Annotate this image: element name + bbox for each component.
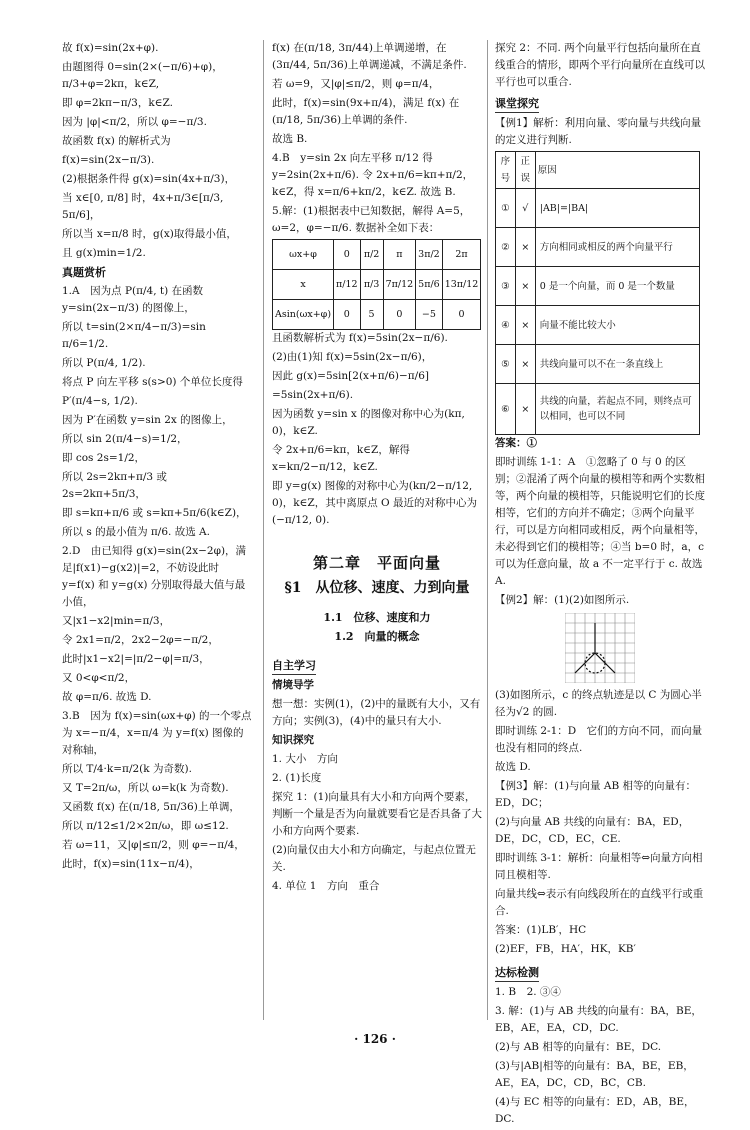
text-line: 探究 1：(1)向量具有大小和方向两个要素，判断一个量是否为向量就要看它是否具备了大小和方向两个要素.: [272, 791, 482, 837]
table-cell: 5: [360, 300, 383, 330]
text-line: 知识探究: [272, 734, 314, 746]
table-cell: ②: [496, 228, 516, 267]
text-line: (2)向量仅由大小和方向确定，与起点位置无关.: [272, 844, 476, 873]
text-line: 3. 解：(1)与 AB 共线的向量有：BA，BE，EB，AE，EA，CD，DC.: [495, 1005, 702, 1034]
column-divider: [487, 40, 488, 1020]
subsection-heading: 1.1 位移、速度和力: [323, 611, 431, 624]
table-row: [496, 152, 700, 189]
text-line: 所以 2s=2kπ+π/3 或 2s=2kπ+5π/3，: [62, 471, 167, 500]
section-heading: §1 从位移、速度、力到向量: [284, 580, 470, 596]
text-line: (4)与 EC 相等的向量有：ED，AB，BE，DC.: [495, 1096, 695, 1125]
table-cell: Asin(ωx+φ): [273, 300, 334, 330]
text-line: 5.解：(1)根据表中已知数据，解得 A=5，ω=2，φ=−π/6. 数据补全如下表：: [272, 205, 471, 234]
table-cell: 共线向量可以不在一条直线上: [535, 345, 699, 384]
text-line: =5sin(2x+π/6).: [272, 389, 354, 401]
text-line: f(x)=sin(2x−π/3).: [62, 154, 155, 166]
table-cell: x: [273, 270, 334, 300]
table-cell: √: [515, 189, 535, 228]
judgement-table: [495, 151, 700, 435]
table-cell: 向量不能比较大小: [535, 306, 699, 345]
text-line: 3.B 因为 f(x)=sin(ωx+φ) 的一个零点为 x=−π/4，x=π/4 为 y=f(x) 图像的对称轴，: [62, 710, 252, 756]
text-line: 因为 |φ|<π/2，所以 φ=−π/3.: [62, 116, 207, 128]
table-cell: ×: [515, 306, 535, 345]
text-line: 故选 B.: [272, 133, 308, 145]
table-cell: ×: [515, 267, 535, 306]
table-cell: 5π/6: [416, 270, 443, 300]
table-row: [496, 228, 700, 267]
text-line: f(x) 在(π/18, 3π/44)上单调递增，在(3π/44, 5π/36)上单调递减，不满足条件.: [272, 42, 467, 71]
table-cell: ⑤: [496, 345, 516, 384]
text-line: 【例2】解：(1)(2)如图所示.: [495, 594, 630, 606]
text-line: 将点 P 向左平移 s(s>0) 个单位长度得: [62, 376, 243, 388]
table-cell: ×: [515, 228, 535, 267]
text-line: 且 g(x)min=1/2.: [62, 247, 146, 259]
text-line: 因为 P′在函数 y=sin 2x 的图像上，: [62, 414, 233, 426]
text-line: P′(π/4−s, 1/2).: [62, 395, 138, 407]
column-divider: [263, 40, 264, 1020]
table-cell: ωx+φ: [273, 240, 334, 270]
text-line: 【例3】解：(1)与向量 AB 相等的向量有：ED，DC；: [495, 780, 697, 809]
text-line: 即 φ=2kπ−π/3，k∈Z.: [62, 97, 173, 109]
text-line: 又|x1−x2|min=π/3，: [62, 615, 171, 627]
table-header-cell: 原因: [535, 152, 699, 189]
table-cell: 13π/12: [442, 270, 481, 300]
text-line: 4. 单位 1 方向 重合: [272, 880, 380, 892]
table-cell: ×: [515, 384, 535, 435]
table-cell: ①: [496, 189, 516, 228]
text-line: 令 2x1=π/2，2x2−2φ=−π/2，: [62, 634, 219, 646]
text-line: 答案：(1)LB′，HC: [495, 924, 587, 936]
text-line: 若 ω=11，又|φ|≤π/2，则 φ=−π/4，: [62, 839, 245, 851]
text-line: 又 0<φ<π/2，: [62, 672, 136, 684]
text-line: 想一想：实例(1)，(2)中的量既有大小，又有方向；实例(3)，(4)中的量只有大小.: [272, 698, 481, 727]
table-cell: ×: [515, 345, 535, 384]
table-cell: −5: [416, 300, 443, 330]
table-header-cell: 正误: [515, 152, 535, 189]
text-line: (2)与 AB 相等的向量有：BE，DC.: [495, 1041, 662, 1053]
table-cell: ⑥: [496, 384, 516, 435]
text-line: (3)如图所示，c 的终点轨迹是以 C 为圆心半径为√2 的圆.: [495, 689, 702, 718]
section-title: 真题赏析: [62, 266, 106, 279]
column-1: [62, 40, 252, 875]
text-line: 故 φ=π/6. 故选 D.: [62, 691, 152, 703]
text-line: 2. (1)长度: [272, 772, 322, 784]
column-3: [495, 40, 705, 1130]
text-line: 且函数解析式为 f(x)=5sin(2x−π/6).: [272, 332, 448, 344]
table-row: [496, 189, 700, 228]
text-line: (2)根据条件得 g(x)=sin(4x+π/3)，: [62, 173, 236, 185]
text-line: 所以当 x=π/8 时，g(x)取得最小值，: [62, 228, 237, 240]
table-cell: 共线的向量，若起点不同，则终点可以相同，也可以不同: [535, 384, 699, 435]
text-line: 所以 P(π/4, 1/2).: [62, 357, 146, 369]
text-line: 即时训练 1-1：A ①忽略了 0 与 0 的区别；②混淆了两个向量的模相等和两个实数相等，两个向量的模相等，只能说明它们的长度相等，它们的方向并不确定；③两个向量平行，可以是方向相同或相反，两个向量相等，未必得到它们的模相等；④当 b=0 时，a，c 可以为任意向量，故 a 不一定平行于 c. 故选 A.: [495, 456, 705, 587]
text-line: 若 ω=9，又|φ|≤π/2，则 φ=π/4，: [272, 78, 440, 90]
table-cell: |AB|=|BA|: [535, 189, 699, 228]
table-cell: 0 是一个向量，而 0 是一个数量: [535, 267, 699, 306]
table-row: [273, 270, 481, 300]
text-line: 探究 2：不同. 两个向量平行包括向量所在直线重合的情形，即两个平行向量所在直线可以平行也可以重合.: [495, 42, 705, 88]
text-line: 所以 π/12≤1/2×2π/ω，即 ω≤12.: [62, 820, 229, 832]
table-header-cell: 序号: [496, 152, 516, 189]
table-cell: 0: [442, 300, 481, 330]
table-cell: ④: [496, 306, 516, 345]
text-line: 向量共线⇔表示有向线段所在的直线平行或重合.: [495, 888, 704, 917]
table-row: [496, 345, 700, 384]
table-cell: 3π/2: [416, 240, 443, 270]
text-line: 1.A 因为点 P(π/4, t) 在函数 y=sin(2x−π/3) 的图像上，: [62, 285, 204, 314]
table-cell: ③: [496, 267, 516, 306]
text-line: 情境导学: [272, 679, 314, 691]
text-line: 即 cos 2s=1/2，: [62, 452, 146, 464]
table-cell: 0: [334, 300, 361, 330]
text-line: 此时，f(x)=sin(9x+π/4)，满足 f(x) 在(π/18, 5π/36)上单调的条件.: [272, 97, 460, 126]
table-cell: π/12: [334, 270, 361, 300]
text-line: 所以 s 的最小值为 π/6. 故选 A.: [62, 526, 210, 538]
table-row: [496, 384, 700, 435]
column-2: [272, 40, 482, 897]
table-cell: π/3: [360, 270, 383, 300]
text-line: 即时训练 3-1：解析：向量相等⇔向量方向相同且模相等.: [495, 852, 703, 881]
table-cell: 0: [383, 300, 416, 330]
text-line: 2.D 由已知得 g(x)=sin(2x−2φ)，满足|f(x1)−g(x2)|=2，不妨设此时 y=f(x) 和 y=g(x) 分别取得最大值与最小值，: [62, 545, 247, 608]
text-line: 即时训练 2-1：D 它们的方向不同，而向量也没有相同的终点.: [495, 725, 703, 754]
check-header: 达标检测: [495, 964, 539, 982]
text-line: 故 f(x)=sin(2x+φ).: [62, 42, 159, 54]
text-line: 由题图得 0=sin(2×(−π/6)+φ)，π/3+φ=2kπ，k∈Z,: [62, 61, 223, 90]
text-line: 1. 大小 方向: [272, 753, 338, 765]
text-line: 令 2x+π/6=kπ，k∈Z，解得 x=kπ/2−π/12，k∈Z.: [272, 444, 410, 473]
answer-line: 答案：①: [495, 437, 537, 449]
text-line: (2)与向量 AB 共线的向量有：BA，ED，DE，DC，CD，EC，CE.: [495, 816, 690, 845]
text-line: 所以 T/4·k=π/2(k 为奇数).: [62, 763, 192, 775]
text-line: (3)与|AB|相等的向量有：BA，BE，EB，AE，EA，DC，CD，BC，CB.: [495, 1060, 694, 1089]
text-line: 故选 D.: [495, 761, 531, 773]
page-number: · 126 ·: [354, 1032, 396, 1046]
text-line: 所以 t=sin(2×π/4−π/3)=sin π/6=1/2.: [62, 321, 206, 350]
text-line: 因此 g(x)=5sin[2(x+π/6)−π/6]: [272, 370, 429, 382]
text-line: 又函数 f(x) 在(π/18, 5π/36)上单调，: [62, 801, 240, 813]
text-line: 当 x∈[0, π/8] 时，4x+π/3∈[π/3, 5π/6]，: [62, 192, 224, 221]
table-row: [496, 267, 700, 306]
text-line: 所以 sin 2(π/4−s)=1/2，: [62, 433, 188, 445]
text-line: 即 s=kπ+π/6 或 s=kπ+5π/6(k∈Z)，: [62, 507, 247, 519]
table-cell: 7π/12: [383, 270, 416, 300]
vector-grid-figure: [565, 613, 635, 683]
chapter-title: 第二章 平面向量: [312, 554, 441, 572]
text-line: 此时，f(x)=sin(11x−π/4)，: [62, 858, 200, 870]
text-line: 【例1】解析：利用向量、零向量与共线向量的定义进行判断.: [495, 117, 702, 146]
table-cell: 0: [334, 240, 361, 270]
table-row: [496, 306, 700, 345]
table-cell: π: [383, 240, 416, 270]
text-line: 故函数 f(x) 的解析式为: [62, 135, 171, 147]
table-cell: 方向相同或相反的两个向量平行: [535, 228, 699, 267]
text-line: 因为函数 y=sin x 的图像对称中心为(kπ, 0)，k∈Z.: [272, 408, 465, 437]
text-line: 1. B 2. ③④: [495, 986, 561, 998]
table-cell: π/2: [360, 240, 383, 270]
text-line: (2)EF，FB，HA′，HK，KB′: [495, 943, 636, 955]
text-line: 4.B y=sin 2x 向左平移 π/12 得 y=2sin(2x+π/6). 令 2x+π/6=kπ+π/2，k∈Z，得 x=π/6+kπ/2，k∈Z. 故选 B.: [272, 152, 474, 198]
table-row: [273, 240, 481, 270]
text-line: 又 T=2π/ω，所以 ω=k(k 为奇数).: [62, 782, 229, 794]
text-line: 此时|x1−x2|=|π/2−φ|=π/3，: [62, 653, 210, 665]
self-study-header: 自主学习: [272, 657, 316, 675]
value-table: [272, 239, 481, 330]
table-cell: 2π: [442, 240, 481, 270]
text-line: 即 y=g(x) 图像的对称中心为(kπ/2−π/12, 0)，k∈Z，其中离原点 O 最近的对称中心为(−π/12, 0).: [272, 480, 477, 526]
class-header: 课堂探究: [495, 95, 539, 113]
table-row: [273, 300, 481, 330]
text-line: (2)由(1)知 f(x)=5sin(2x−π/6)，: [272, 351, 433, 363]
subsection-heading: 1.2 向量的概念: [334, 630, 420, 643]
